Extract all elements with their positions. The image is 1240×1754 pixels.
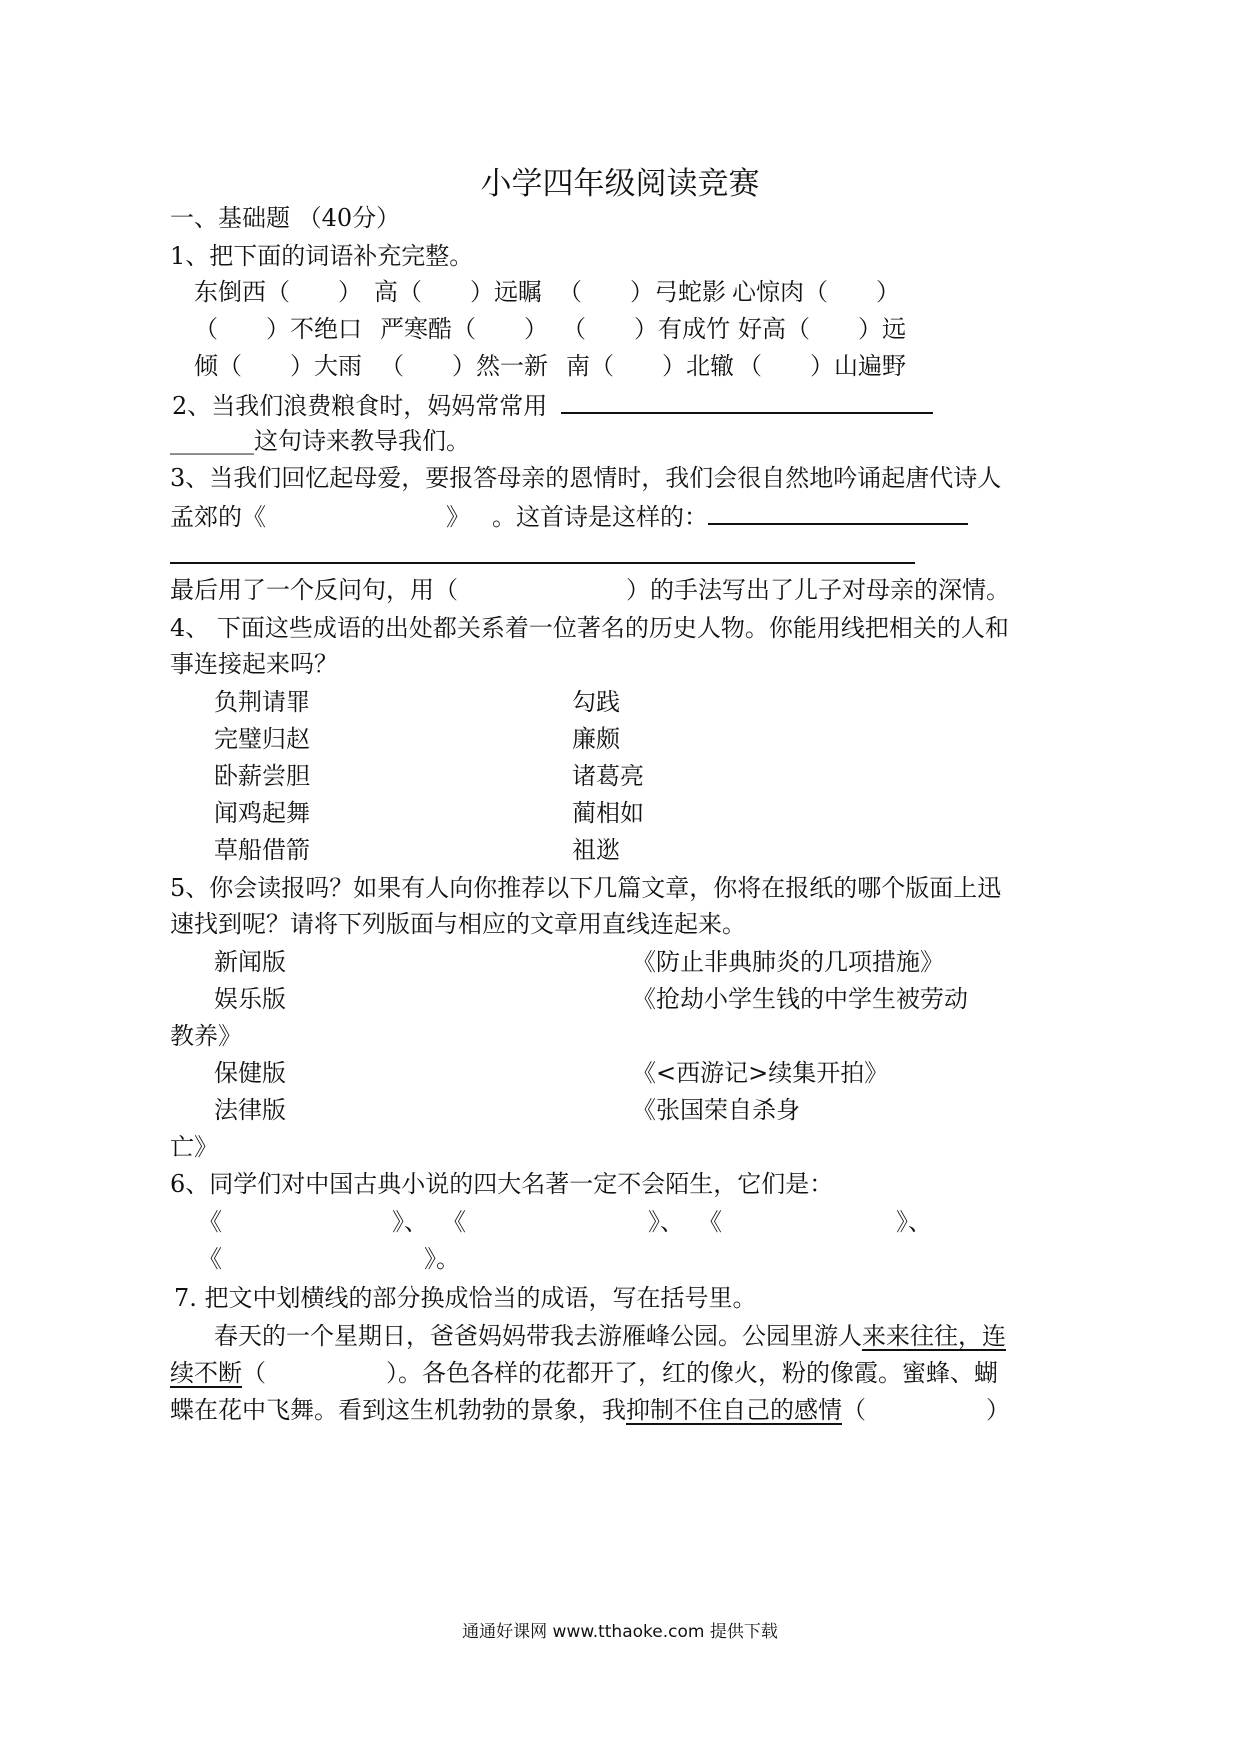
section-heading: 一、基础题 （40分） (170, 204, 401, 232)
q7-text: （ ）。各色各样的花都开了，红的像火，粉的像霞。蜜蜂、蝴 (242, 1359, 998, 1387)
q6-bracket-close: 》、 (896, 1208, 932, 1236)
q7-para-line2 (170, 1357, 998, 1389)
q6-bracket-open: 《 (198, 1245, 222, 1273)
q6-bracket-open: 《 (698, 1208, 722, 1236)
q1-row3-item: 倾（ ）大雨 (194, 352, 362, 380)
q7-answer-bracket[interactable]: （ ） (842, 1396, 1010, 1424)
q6-bracket-close: 》、 (648, 1208, 684, 1236)
q3-line3 (170, 540, 915, 572)
q7-prompt: 7. 把文中划横线的部分换成恰当的成语，写在括号里。 (174, 1284, 757, 1312)
q1-row1-item: 东倒西（ ） (194, 278, 362, 306)
q4-person[interactable]: 廉颇 (572, 725, 620, 753)
q2-answer-blank[interactable] (561, 388, 933, 414)
footer-credit: 通通好课网 www.tthaoke.com 提供下载 (462, 1622, 778, 1642)
q1-row2-item: （ ）有成竹 (562, 315, 730, 343)
q4-person[interactable]: 勾践 (572, 688, 620, 716)
q6-line1: 6、同学们对中国古典小说的四大名著一定不会陌生，它们是： (170, 1170, 834, 1198)
q7-para-line1 (214, 1320, 1006, 1352)
q3-line4: 最后用了一个反问句，用（ ）的手法写出了儿子对母亲的深情。 (170, 576, 1010, 604)
q5-article-wrap: 教养》 (170, 1022, 242, 1050)
q4-idiom[interactable]: 完璧归赵 (214, 725, 310, 753)
q2-line2 (170, 425, 470, 457)
q4-idiom[interactable]: 闻鸡起舞 (214, 799, 310, 827)
q1-row2-item: 严寒酷（ ） (380, 315, 548, 343)
q1-row1-item: （ ）弓蛇影 (558, 278, 726, 306)
q1-row2-item: 好高（ ）远 (738, 315, 906, 343)
q1-row3-item: 南（ ）北辙 (566, 352, 734, 380)
q2-blank-underscores[interactable]: _______ (170, 427, 254, 455)
q5-line2: 速找到呢？请将下列版面与相应的文章用直线连起来。 (170, 910, 746, 938)
q5-section[interactable]: 娱乐版 (214, 985, 286, 1013)
q1-row3-item: （ ）然一新 (380, 352, 548, 380)
q1-row1-item: 高（ ）远瞩 (374, 278, 542, 306)
q6-bracket-close: 》。 (424, 1245, 460, 1273)
q1-row2-item: （ ）不绝口 (194, 315, 362, 343)
q4-line2: 事连接起来吗？ (170, 650, 338, 678)
q3-text-b: 》 (446, 503, 470, 531)
q3-line1: 3、当我们回忆起母爱，要报答母亲的恩情时，我们会很自然地吟诵起唐代诗人 (170, 464, 1002, 492)
q7-underlined-phrase: 抑制不住自己的感情 (626, 1396, 842, 1424)
q6-bracket-open: 《 (198, 1208, 222, 1236)
q5-article[interactable]: 《抢劫小学生钱的中学生被劳动 (632, 985, 968, 1013)
q5-section[interactable]: 新闻版 (214, 948, 286, 976)
q2-text-tail: 这句诗来教导我们。 (254, 427, 470, 455)
q4-idiom[interactable]: 卧薪尝胆 (214, 762, 310, 790)
q7-underlined-phrase: 来来往往，连 (862, 1322, 1006, 1350)
q5-article[interactable]: 《防止非典肺炎的几项措施》 (632, 948, 944, 976)
q1-row3-item: （ ）山遍野 (738, 352, 906, 380)
q7-para-line3 (170, 1394, 1010, 1426)
q4-person[interactable]: 蔺相如 (572, 799, 644, 827)
page-title: 小学四年级阅读竞赛 (480, 166, 760, 202)
q4-person[interactable]: 诸葛亮 (572, 762, 644, 790)
q3-line2 (170, 499, 968, 533)
q5-article-wrap: 亡》 (170, 1133, 218, 1161)
q3-text-a: 孟郊的《 (170, 503, 266, 531)
q5-section[interactable]: 法律版 (214, 1096, 286, 1124)
q5-line1: 5、你会读报吗？如果有人向你推荐以下几篇文章，你将在报纸的哪个版面上迅 (170, 874, 1002, 902)
q4-idiom[interactable]: 负荆请罪 (214, 688, 310, 716)
q2-line1 (172, 388, 933, 422)
q7-text: 蝶在花中飞舞。看到这生机勃勃的景象，我 (170, 1396, 626, 1424)
q4-person[interactable]: 祖逖 (572, 836, 620, 864)
q2-text: 2、当我们浪费粮食时，妈妈常常用 (172, 392, 548, 420)
q7-underlined-phrase: 续不断 (170, 1359, 242, 1387)
q7-text: 春天的一个星期日，爸爸妈妈带我去游雁峰公园。公园里游人 (214, 1322, 862, 1350)
q4-line1: 4、 下面这些成语的出处都关系着一位著名的历史人物。你能用线把相关的人和 (170, 614, 1009, 642)
q4-idiom[interactable]: 草船借箭 (214, 836, 310, 864)
q1-prompt: 1、把下面的词语补充完整。 (170, 242, 474, 270)
q3-text-c: 。这首诗是这样的： (492, 503, 708, 531)
q1-row1-item: 心惊肉（ ） (732, 278, 900, 306)
q5-article[interactable]: 《张国荣自杀身 (632, 1096, 800, 1124)
q3-poem-blank-2[interactable] (170, 540, 915, 564)
q5-section[interactable]: 保健版 (214, 1059, 286, 1087)
q6-bracket-open: 《 (442, 1208, 466, 1236)
q5-article[interactable]: 《<西游记>续集开拍》 (632, 1059, 889, 1087)
q3-poem-blank[interactable] (708, 499, 968, 525)
q6-bracket-close: 》、 (392, 1208, 428, 1236)
